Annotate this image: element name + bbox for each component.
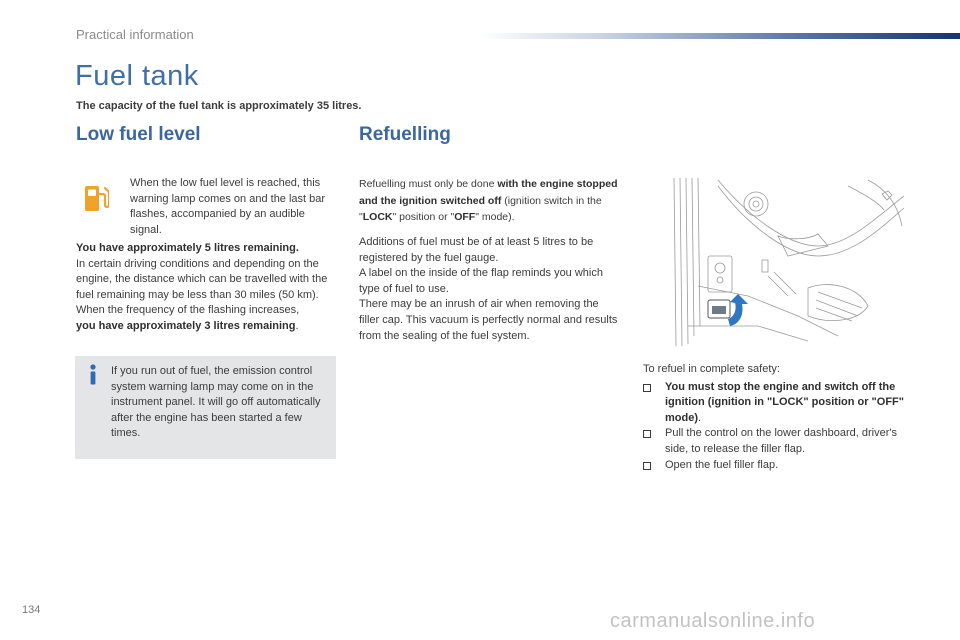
low-fuel-body	[76, 241, 338, 335]
watermark: carmanualsonline.info	[610, 610, 816, 632]
checkbox-icon	[643, 462, 651, 470]
low-fuel-heading: Low fuel level	[76, 124, 201, 145]
safety-section	[643, 362, 908, 473]
flashing-frequency-text: When the frequency of the flashing increases, you have approximately 3 litres remaining.	[76, 304, 300, 332]
header-gradient-bar	[480, 33, 960, 39]
info-box-text: If you run out of fuel, the emission control system warning lamp may come on in the instrument panel. It will go off automatically after the engine has been started a few times.	[111, 365, 321, 440]
capacity-note: The capacity of the fuel tank is approximately 35 litres.	[76, 100, 362, 112]
refuelling-heading: Refuelling	[359, 124, 451, 145]
section-label: Practical information	[76, 27, 194, 42]
air-inrush-text: There may be an inrush of air when removing the filler cap. This vacuum is perfectly normal and results from the sealing of the fuel system.	[359, 298, 618, 342]
checkbox-icon	[643, 384, 651, 392]
safety-step-2: Pull the control on the lower dashboard, driver's side, to release the filler flap.	[643, 426, 908, 457]
checkbox-icon	[643, 430, 651, 438]
refuelling-paragraph-2	[359, 235, 621, 344]
page-title: Fuel tank	[75, 60, 199, 92]
low-fuel-intro: When the low fuel level is reached, this warning lamp comes on and the last bar flashes, accompanied by an audible signal.	[130, 177, 326, 236]
safety-step-3: Open the fuel filler flap.	[643, 458, 908, 474]
safety-step-1: You must stop the engine and switch off the ignition (ignition in "LOCK" position or "OFF" mode).	[643, 380, 908, 427]
info-icon	[87, 364, 99, 386]
page-number: 134	[22, 604, 41, 616]
driving-conditions-text: In certain driving conditions and depending on the engine, the distance which can be travelled with the fuel remaining may be less than 30 miles (50 km).	[76, 257, 328, 301]
safety-steps	[643, 380, 908, 474]
minimum-fuel-text: Additions of fuel must be of at least 5 litres to be registered by the fuel gauge.	[359, 236, 594, 264]
info-box	[75, 356, 336, 459]
dashboard-illustration	[668, 176, 904, 348]
fuel-label-text: A label on the inside of the flap reminds you which type of fuel to use.	[359, 267, 603, 295]
refuelling-paragraph-1: Refuelling must only be done with the engine stopped and the ignition switched off (ignition switch in the "LOCK" position or "OFF" mode).	[359, 178, 618, 223]
fuel-pump-warning-icon	[83, 183, 109, 213]
safety-intro: To refuel in complete safety:	[643, 363, 780, 375]
remaining-5-litres: You have approximately 5 litres remaining.	[76, 242, 299, 254]
